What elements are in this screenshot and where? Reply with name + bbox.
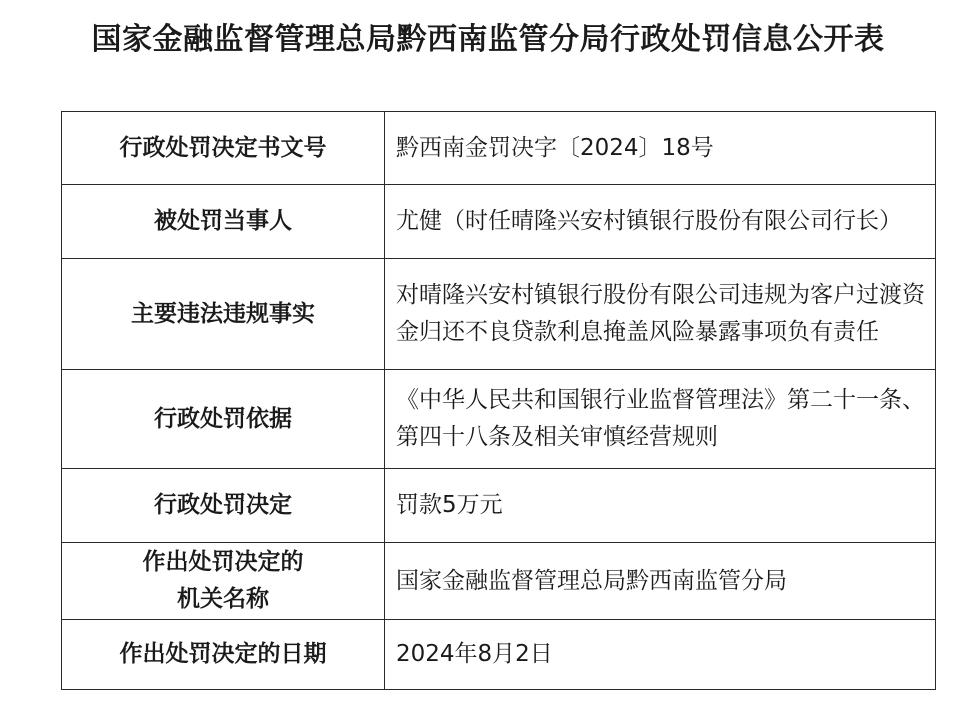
table-row bbox=[62, 185, 936, 259]
row-label-violation-facts: 主要违法违规事实 bbox=[62, 259, 385, 370]
row-label-authority bbox=[62, 543, 385, 620]
row-value-legal-basis: 《中华人民共和国银行业监督管理法》第二十一条、第四十八条及相关审慎经营规则 bbox=[385, 370, 936, 469]
row-label-decision: 行政处罚决定 bbox=[62, 469, 385, 543]
row-label-authority-line2: 机关名称 bbox=[177, 586, 269, 612]
table-row bbox=[62, 620, 936, 690]
row-label-decision-date: 作出处罚决定的日期 bbox=[62, 620, 385, 690]
penalty-info-table bbox=[61, 111, 936, 690]
row-value-decision: 罚款5万元 bbox=[385, 469, 936, 543]
row-value-decision-date: 2024年8月2日 bbox=[385, 620, 936, 690]
table-row bbox=[62, 112, 936, 185]
row-label-authority-line1: 作出处罚决定的 bbox=[142, 549, 304, 575]
row-value-authority: 国家金融监督管理总局黔西南监管分局 bbox=[385, 543, 936, 620]
row-label-party: 被处罚当事人 bbox=[62, 185, 385, 259]
page-title: 国家金融监督管理总局黔西南监管分局行政处罚信息公开表 bbox=[91, 22, 885, 57]
table-row bbox=[62, 543, 936, 620]
row-value-party: 尤健（时任晴隆兴安村镇银行股份有限公司行长） bbox=[385, 185, 936, 259]
row-label-document-number: 行政处罚决定书文号 bbox=[62, 112, 385, 185]
table-row bbox=[62, 469, 936, 543]
row-label-legal-basis: 行政处罚依据 bbox=[62, 370, 385, 469]
row-value-violation-facts: 对晴隆兴安村镇银行股份有限公司违规为客户过渡资金归还不良贷款利息掩盖风险暴露事项负有责任 bbox=[385, 259, 936, 370]
row-value-document-number: 黔西南金罚决字〔2024〕18号 bbox=[385, 112, 936, 185]
table-row bbox=[62, 259, 936, 370]
table-row bbox=[62, 370, 936, 469]
